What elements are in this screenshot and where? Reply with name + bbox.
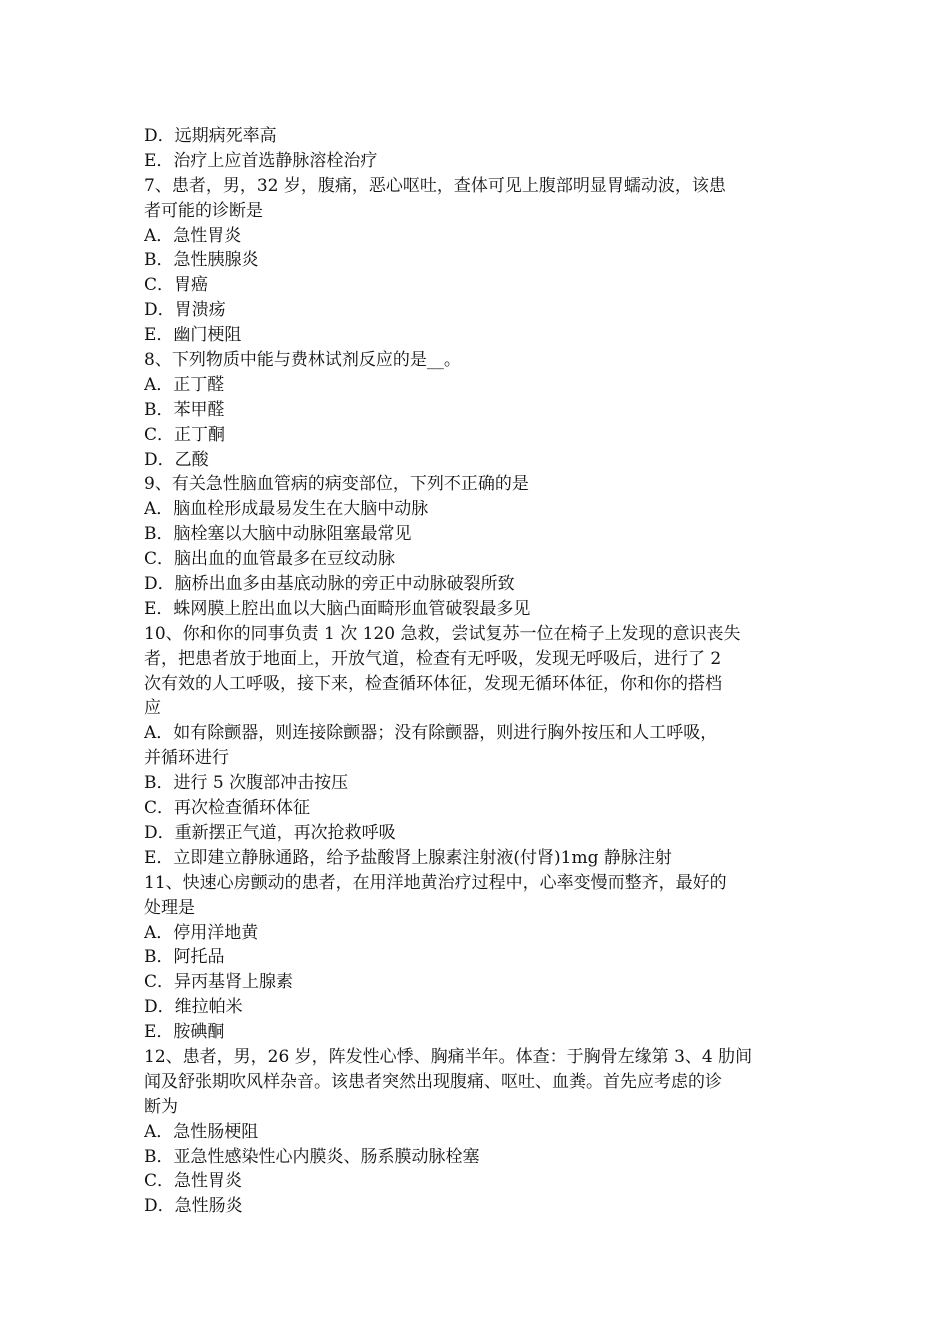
option-line: 并循环进行 (144, 748, 229, 769)
option-line: B．阿托品 (144, 947, 225, 968)
question-10-stem: 次有效的人工呼吸，接下来，检查循环体征，发现无循环体征，你和你的搭档 (144, 673, 722, 694)
option-line: B．苯甲醛 (144, 399, 225, 420)
option-line: A．脑血栓形成最易发生在大脑中动脉 (144, 499, 429, 520)
question-11-stem: 处理是 (144, 897, 195, 918)
option-line: B．亚急性感染性心内膜炎、肠系膜动脉栓塞 (144, 1146, 480, 1167)
option-line: A．如有除颤器，则连接除颤器；没有除颤器，则进行胸外按压和人工呼吸， (144, 723, 718, 744)
question-10-stem: 10、你和你的同事负责 1 次 120 急救，尝试复苏一位在椅子上发现的意识丧失 (144, 623, 741, 644)
question-10-stem: 应 (144, 698, 161, 719)
option-line: D．急性肠炎 (144, 1196, 243, 1217)
question-12-stem: 断为 (144, 1096, 178, 1117)
question-9-stem: 9、有关急性脑血管病的病变部位，下列不正确的是 (144, 474, 529, 495)
option-line: D．重新摆正气道，再次抢救呼吸 (144, 822, 396, 843)
option-line: E．立即建立静脉通路，给予盐酸肾上腺素注射液(付肾)1mg 静脉注射 (144, 847, 672, 868)
option-line: C．再次检查循环体征 (144, 798, 311, 819)
question-7-stem: 7、患者，男，32 岁，腹痛，恶心呕吐，查体可见上腹部明显胃蠕动波，该患 (144, 175, 726, 196)
option-line: C．急性胃炎 (144, 1171, 243, 1192)
question-12-stem: 闻及舒张期吹风样杂音。该患者突然出现腹痛、呕吐、血粪。首先应考虑的诊 (144, 1071, 722, 1092)
option-line: B．急性胰腺炎 (144, 250, 259, 271)
option-line: E．胺碘酮 (144, 1022, 225, 1043)
text-line: E．治疗上应首选静脉溶栓治疗 (144, 150, 378, 171)
question-12-stem: 12、患者，男，26 岁，阵发性心悸、胸痛半年。体查：于胸骨左缘第 3、4 肋间 (144, 1046, 753, 1067)
question-10-stem: 者，把患者放于地面上，开放气道，检查有无呼吸，发现无呼吸后，进行了 2 (144, 648, 722, 669)
option-line: D．乙酸 (144, 449, 209, 470)
question-7-stem: 者可能的诊断是 (144, 200, 263, 221)
option-line: E．幽门梗阻 (144, 325, 242, 346)
document-page (144, 124, 808, 1219)
option-line: D．维拉帕米 (144, 997, 243, 1018)
question-11-stem: 11、快速心房颤动的患者，在用洋地黄治疗过程中，心率变慢而整齐，最好的 (144, 872, 727, 893)
option-line: A．急性肠梗阻 (144, 1121, 259, 1142)
option-line: C．脑出血的血管最多在豆纹动脉 (144, 549, 396, 570)
option-line: A．停用洋地黄 (144, 922, 259, 943)
option-line: C．异丙基肾上腺素 (144, 972, 294, 993)
option-line: E．蛛网膜上腔出血以大脑凸面畸形血管破裂最多见 (144, 598, 531, 619)
option-line: D．胃溃疡 (144, 300, 226, 321)
text-line: D．远期病死率高 (144, 126, 277, 146)
option-line: B．进行 5 次腹部冲击按压 (144, 773, 349, 794)
option-line: A．急性胃炎 (144, 225, 242, 246)
option-line: C．正丁酮 (144, 424, 226, 445)
option-line: A．正丁醛 (144, 374, 225, 395)
option-line: D．脑桥出血多由基底动脉的旁正中动脉破裂所致 (144, 574, 515, 595)
question-8-stem: 8、下列物质中能与费林试剂反应的是__。 (144, 350, 461, 371)
option-line: B．脑栓塞以大脑中动脉阻塞最常见 (144, 524, 412, 545)
option-line: C．胃癌 (144, 275, 209, 296)
